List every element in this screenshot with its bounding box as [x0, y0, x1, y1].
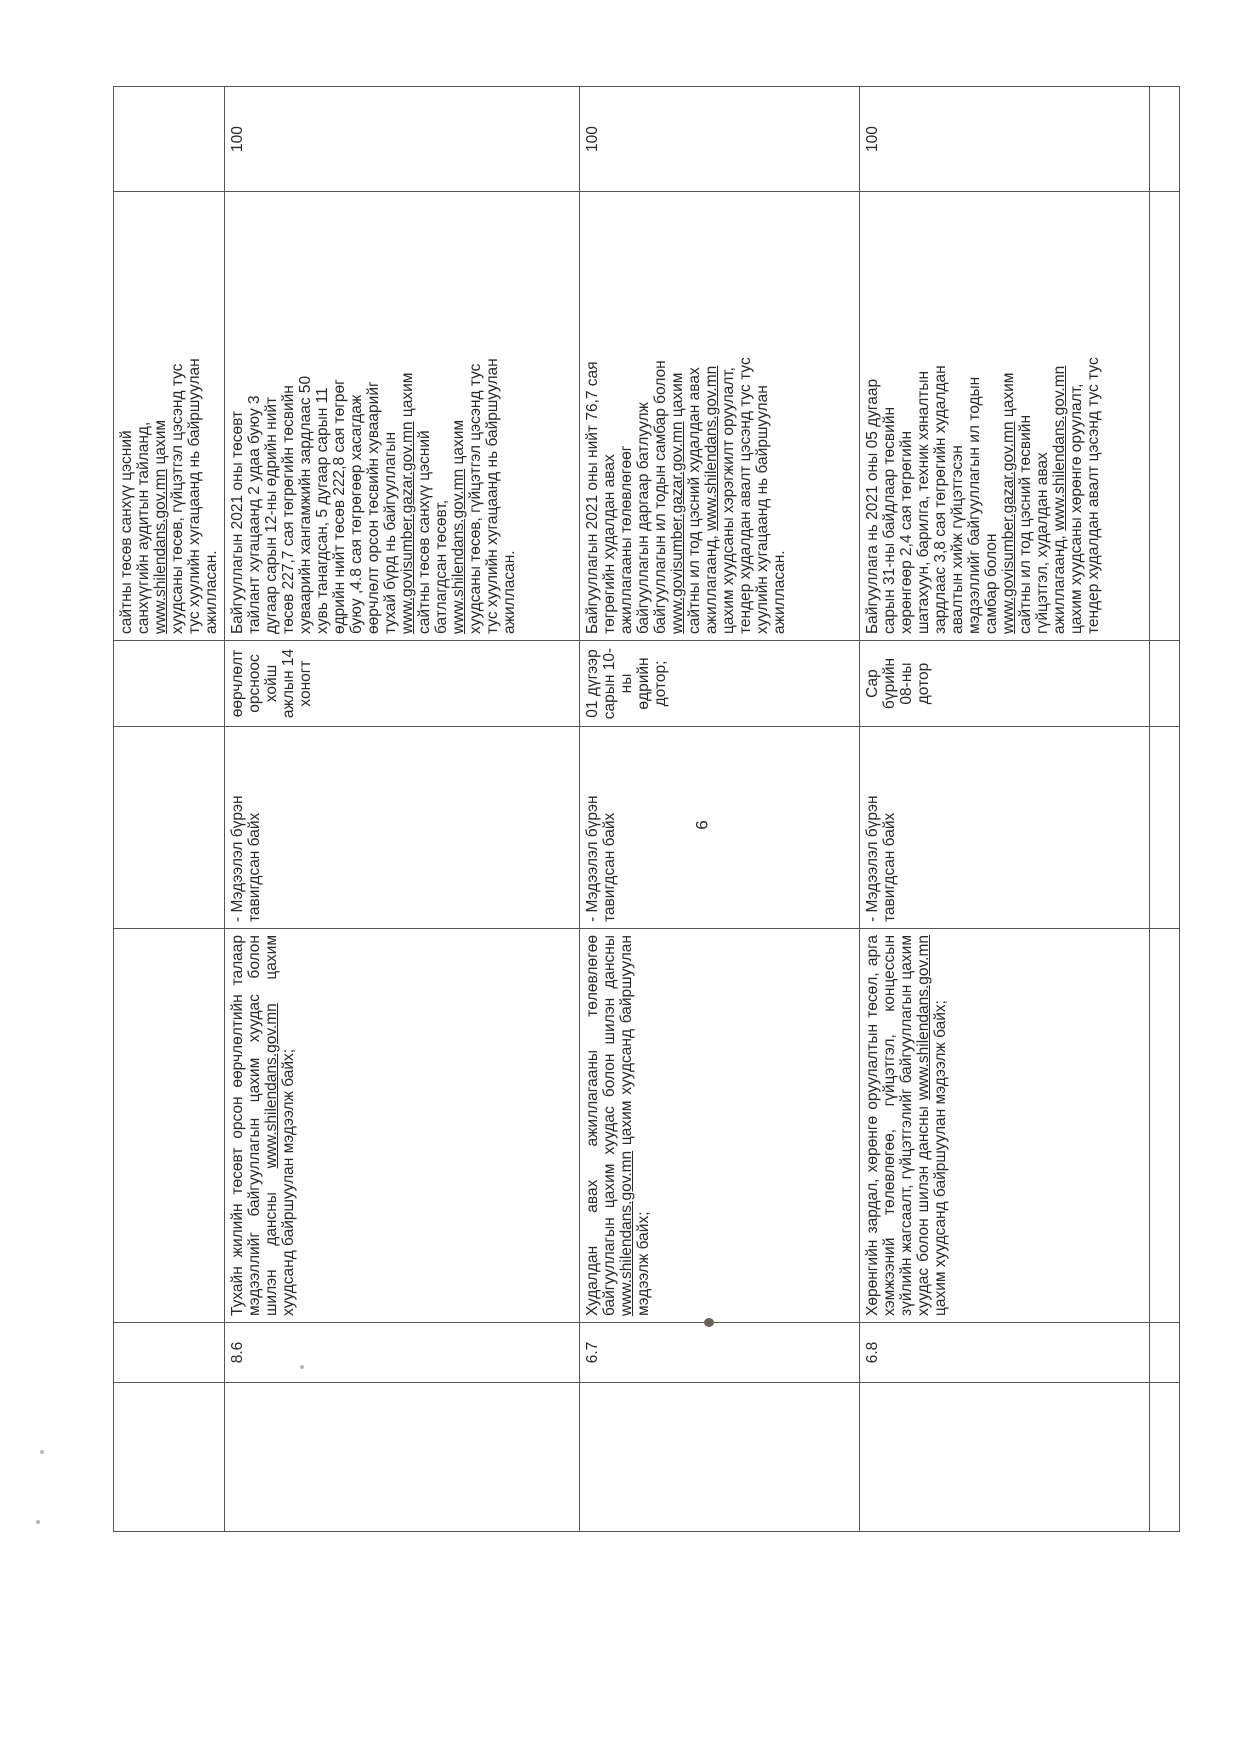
empty-cell [114, 1383, 225, 1532]
page-number: 6 [692, 820, 712, 830]
result-line: ажиллагаанд, www.shilendans.gov.mn [703, 365, 720, 634]
empty-cell [225, 1383, 580, 1532]
task-description: Хөрөнгийн зардал, хөрөнгө оруулалтын төсөл, арга хэмжээний төлөвлөгөө, гүйцэтгэл, концессын зүйлийн жагсаалт, гүйцэтгэлийг байгууллагын цахим хуудас болон шилэн дансны www.shilendans.gov.mn цахим хуудсанд байршуулан мэдээлж байх; [860, 929, 1150, 1323]
result-line: тендер худалдан авалт цэсэнд тус тус [1085, 357, 1102, 634]
result-line: тус хуулийн хугацаанд нь байршуулан [186, 358, 203, 634]
result-line: сайтны төсөв санхүү цэсний [118, 430, 135, 634]
result-line: сарын 31-ны байдлаар төсвийн [881, 406, 898, 634]
result-line: хуудсаны төсөв, гүйцэтгэл цэсэнд тус [467, 363, 484, 634]
result-line: www.govisumber.gazar.gov.mn цахим [1000, 372, 1017, 634]
result-line: тендер худалдан авалт цэсэнд тус тус [737, 357, 754, 634]
result-line: буюу ,4.8 сая төгрөгөөр хасагдаж [348, 394, 365, 634]
result-line: цахим хуудсаны хөрөнгө оруулалт, [1068, 383, 1085, 634]
result [860, 192, 1150, 641]
empty-cell [1150, 1383, 1180, 1532]
result [114, 192, 225, 641]
empty-cell [1150, 641, 1180, 727]
result-line: ажилласан. [771, 550, 788, 634]
row-number: 8.6 [225, 1323, 580, 1383]
scan-speck [40, 1450, 44, 1454]
deadline: өөрчлөлт орсноос хойш ажлын 14 хоногт [225, 641, 580, 727]
empty-cell [580, 1383, 860, 1532]
requirement [114, 727, 225, 929]
result-line: ажилласан. [501, 550, 518, 634]
empty-cell [1150, 1323, 1180, 1383]
result-line: авалтын хийж гүйцэтгэсэн [949, 445, 966, 634]
result-line: www.shilendans.gov.mn цахим [450, 419, 467, 634]
empty-cell [1150, 727, 1180, 929]
result-line: самбар болон [983, 533, 1000, 634]
result-line: Байгууллага нь 2021 оны 05 дугаар [864, 378, 881, 634]
empty-cell [1150, 192, 1180, 641]
requirement: - Мэдээлэл бүрэн тавигдсан байх [580, 727, 860, 929]
requirement: - Мэдээлэл бүрэн тавигдсан байх [860, 727, 1150, 929]
result-line: тухай бүрд нь байгууллагын [382, 431, 399, 634]
table-row [114, 87, 225, 1532]
result-line: гүйцэтгэл, худалдан авах [1034, 452, 1051, 634]
empty-cell [860, 1383, 1150, 1532]
result-line: шатахуун, барилга, техник хяналтын [915, 370, 932, 634]
result-line: ажилласан. [203, 550, 220, 634]
result-line: хөрөнгөөр 2,4 сая төгрөгийн [898, 430, 915, 634]
result-line: тайлант хугацаанд 2 удаа буюу 3 [246, 395, 263, 634]
table-row [580, 87, 860, 1532]
result-line: төсөв 227,7 сая төгрөгийн төсвийн [280, 385, 297, 634]
percent: 100 [225, 87, 580, 192]
task-description: Тухайн жилийн төсөвт орсон өөрчлөлтийн талаар мэдээллийг байгууллагын цахим хуудас болон шилэн дансны www.shilendans.gov.mn цахим хуудсанд байршуулан мэдээлж байх; [225, 929, 580, 1323]
result-line: сайтны ил тод цэсний худалдан авах [686, 367, 703, 634]
deadline [114, 641, 225, 727]
row-number: 6.7 [580, 1323, 860, 1383]
requirement: - Мэдээлэл бүрэн тавигдсан байх [225, 727, 580, 929]
percent: 100 [860, 87, 1150, 192]
result-line: сайтны ил тод цэсний төсвийн [1017, 415, 1034, 634]
scan-speck [300, 1365, 304, 1369]
result-line: байгууллагын даргаар батлуулж [635, 402, 652, 634]
result [580, 192, 860, 641]
result-line: өдрийн нийт төсөв 222,8 сая төгрөг [331, 379, 348, 634]
result-line: санхүүгийн аудитын тайланд, [135, 421, 152, 634]
result-line: дугаар сарын 12-ны өдрийн нийт [263, 396, 280, 634]
result-line: байгууллагын ил тодын самбар болон [652, 360, 669, 634]
row-number: 6.8 [860, 1323, 1150, 1383]
result-line: сайтны төсөв санхүү цэсний [416, 430, 433, 634]
result-line: мэдээллийг байгууллагын ил тодын [966, 376, 983, 634]
scan-speck [36, 1520, 40, 1524]
deadline: 01 дүгээр сарын 10-ны өдрийн дотор; [580, 641, 860, 727]
percent: 100 [580, 87, 860, 192]
result-line: Байгууллагын 2021 оны төсөвт [229, 410, 246, 634]
task-description: Худалдан авах ажиллагааны төлөвлөгөө байгууллагын цахим хуудас болон шилэн дансны www.shilendans.gov.mn цахим хуудсанд байршуулан мэдээлж байх; [580, 929, 860, 1323]
result-line: www.shilendans.gov.mn цахим [152, 419, 169, 634]
result [225, 192, 580, 641]
ink-blot [704, 1318, 714, 1327]
table-row [225, 87, 580, 1532]
result-line: тус хуулийн хугацаанд нь байршуулан [484, 358, 501, 634]
table-body [114, 87, 1180, 1532]
table-row [860, 87, 1150, 1532]
rotated-page-content [113, 87, 1177, 1532]
monitoring-table [113, 86, 1180, 1532]
result-line: ажиллагааны төлөвлөгөөг [618, 445, 635, 634]
result-line: цахим хуудсаны хэрэгжилт оруулалт, [720, 367, 737, 634]
result-line: хуваарийн хангамжийн зардлаас 50 [297, 375, 314, 634]
result-line: төгрөгийн худалдан авах [601, 454, 618, 634]
table-row [1150, 87, 1180, 1532]
result-line: өөрчлөлт орсон төсвийн хуваарийг [365, 381, 382, 634]
deadline: Сар бүрийн 08-ны дотор [860, 641, 1150, 727]
result-line: хуулийн хугацаанд нь байршуулан [754, 385, 771, 634]
result-line: хуудсаны төсөв, гүйцэтгэл цэсэнд тус [169, 363, 186, 634]
result-line: зардлаас 3,8 сая төгрөгийн худалдан [932, 365, 949, 634]
result-line: Байгууллагын 2021 оны нийт 76,7 сая [584, 361, 601, 634]
result-line: хувь танагдсан, 5 дугаар сарын 11 [314, 387, 331, 634]
empty-cell [1150, 929, 1180, 1323]
row-number [114, 1323, 225, 1383]
result-line: батлагдсан төсөвт, [433, 499, 450, 634]
percent [114, 87, 225, 192]
result-line: www.govisumber.gazar.gov.mn цахим [669, 372, 686, 634]
result-line: www.govisumber.gazar.gov.mn цахим [399, 372, 416, 634]
result-line: ажиллагаанд, www.shilendans.gov.mn [1051, 365, 1068, 634]
task-description [114, 929, 225, 1323]
empty-cell [1150, 87, 1180, 192]
